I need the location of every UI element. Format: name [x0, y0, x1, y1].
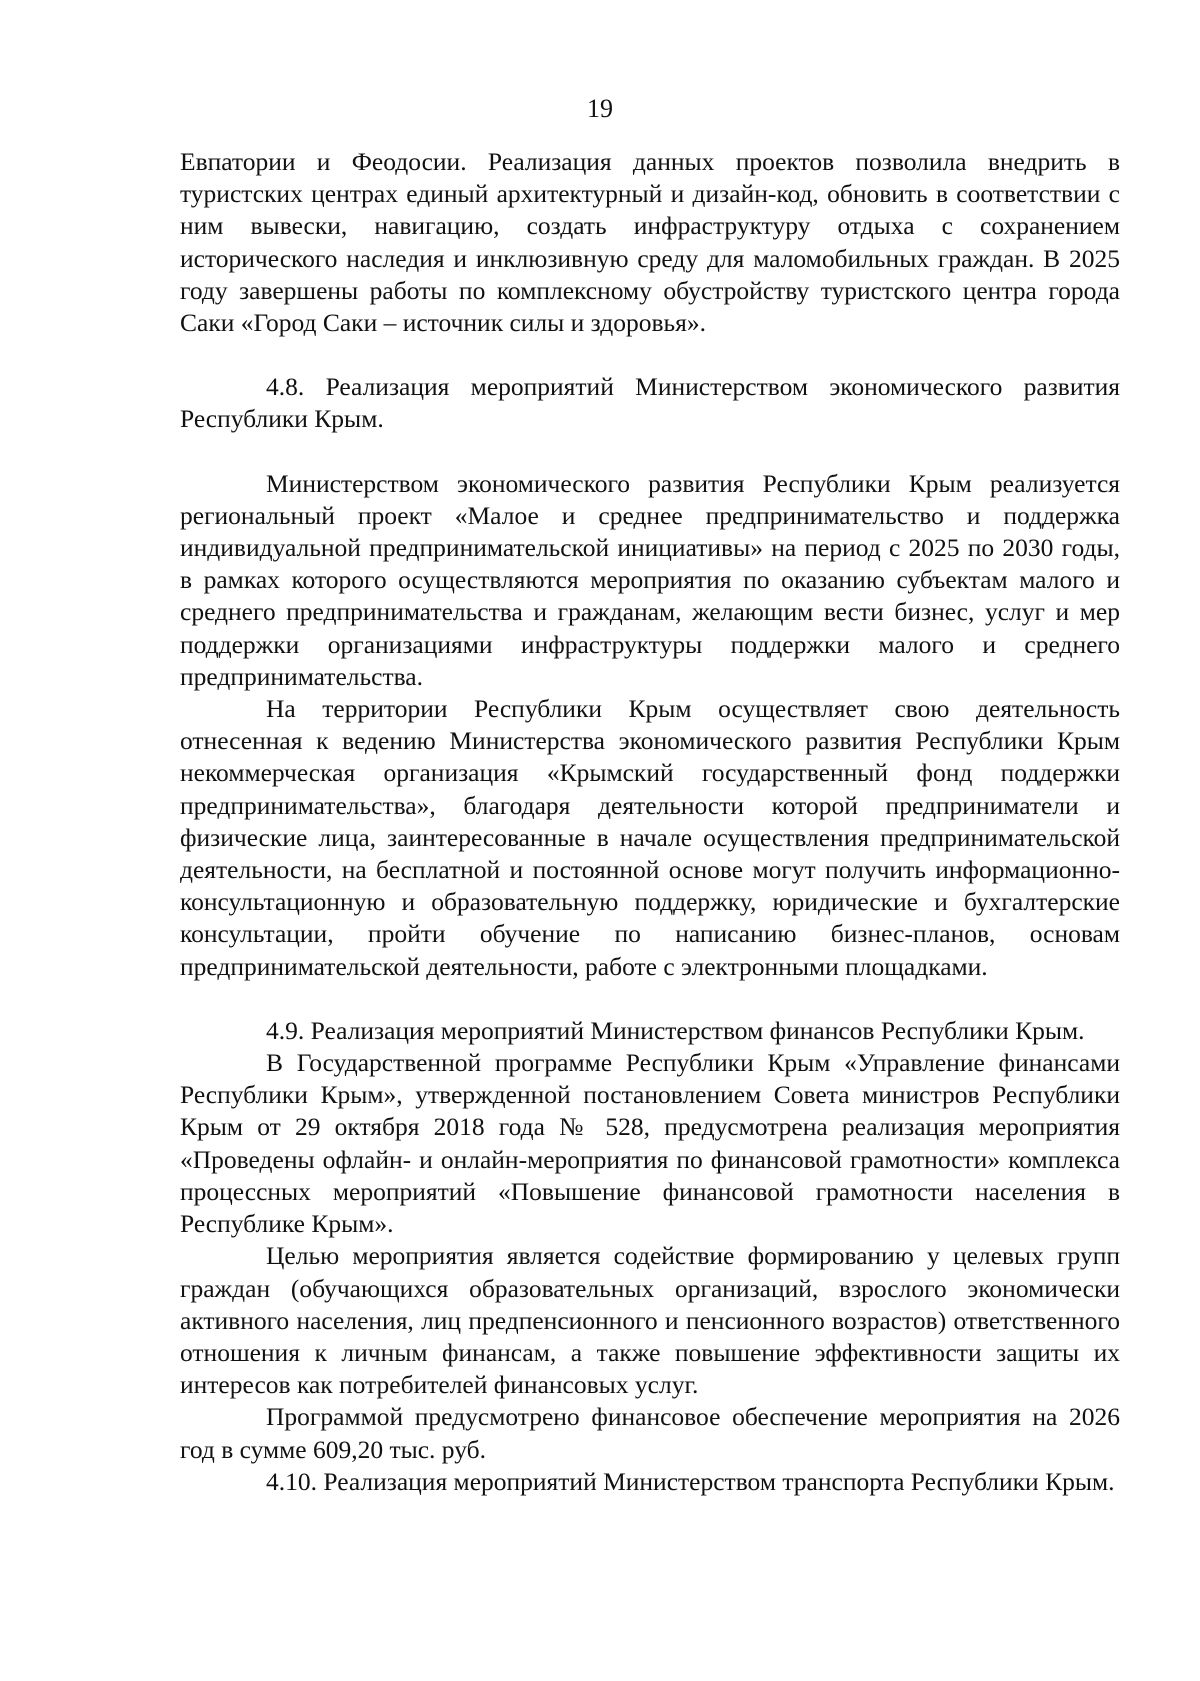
paragraph: 4.10. Реализация мероприятий Министерством транспорта Республики Крым.	[266, 1466, 1115, 1496]
document-body	[180, 146, 1120, 1498]
paragraph-gap	[180, 983, 1120, 1015]
paragraph: В Государственной программе Республики Крым «Управление финансами Республики Крым», утвержденной постановлением Совета министров Республики Крым от 29 октября 2018 года № 528, предусмотрена реализация мероприятия «Проведены офлайн- и онлайн-мероприятия по финансовой грамотности» комплекса процессных мероприятий «Повышение финансовой грамотности населения в Республике Крым».	[180, 1048, 1120, 1239]
paragraph: 4.8. Реализация мероприятий Министерством экономического развития Республики Крым.	[180, 372, 1120, 434]
paragraph: Целью мероприятия является содействие формированию у целевых групп граждан (обучающихся образовательных организаций, взрослого экономически активного населения, лиц предпенсионного и пенсионного возрастов) ответственного отношения к личным финансам, а также повышение эффективности защиты их интересов как потребителей финансовых услуг.	[180, 1241, 1120, 1400]
paragraph: Программой предусмотрено финансовое обеспечение мероприятия на 2026 год в сумме 609,20 тыс. руб.	[180, 1402, 1120, 1464]
paragraph: На территории Республики Крым осуществляет свою деятельность отнесенная к ведению Министерства экономического развития Республики Крым некоммерческая организация «Крымский государственный фонд поддержки предпринимательства», благодаря деятельности которой предприниматели и физические лица, заинтересованные в начале осуществления предпринимательской деятельности, на бесплатной и постоянной основе могут получить информационно-консультационную и образовательную поддержку, юридические и бухгалтерские консультации, пройти обучение по написанию бизнес-планов, основам предпринимательской деятельности, работе с электронными площадками.	[180, 694, 1120, 981]
page-number: 19	[587, 94, 613, 123]
paragraph-gap	[180, 339, 1120, 371]
paragraph: Министерством экономического развития Республики Крым реализуется региональный проект «Малое и среднее предпринимательство и поддержка индивидуальной предпринимательской инициативы» на период с 2025 по 2030 годы, в рамках которого осуществляются мероприятия по оказанию субъектам малого и среднего предпринимательства и гражданам, желающим вести бизнес, услуг и мер поддержки организациями инфраструктуры поддержки малого и среднего предпринимательства.	[180, 468, 1120, 691]
paragraph: 4.9. Реализация мероприятий Министерством финансов Республики Крым.	[266, 1015, 1085, 1045]
paragraph-gap	[180, 436, 1120, 468]
paragraph: Евпатории и Феодосии. Реализация данных проектов позволила внедрить в туристских центрах единый архитектурный и дизайн-код, обновить в соответствии с ним вывески, навигацию, создать инфраструктуру отдыха с сохранением исторического наследия и инклюзивную среду для маломобильных граждан. В 2025 году завершены работы по комплексному обустройству туристского центра города Саки «Город Саки – источник силы и здоровья».	[180, 147, 1120, 338]
